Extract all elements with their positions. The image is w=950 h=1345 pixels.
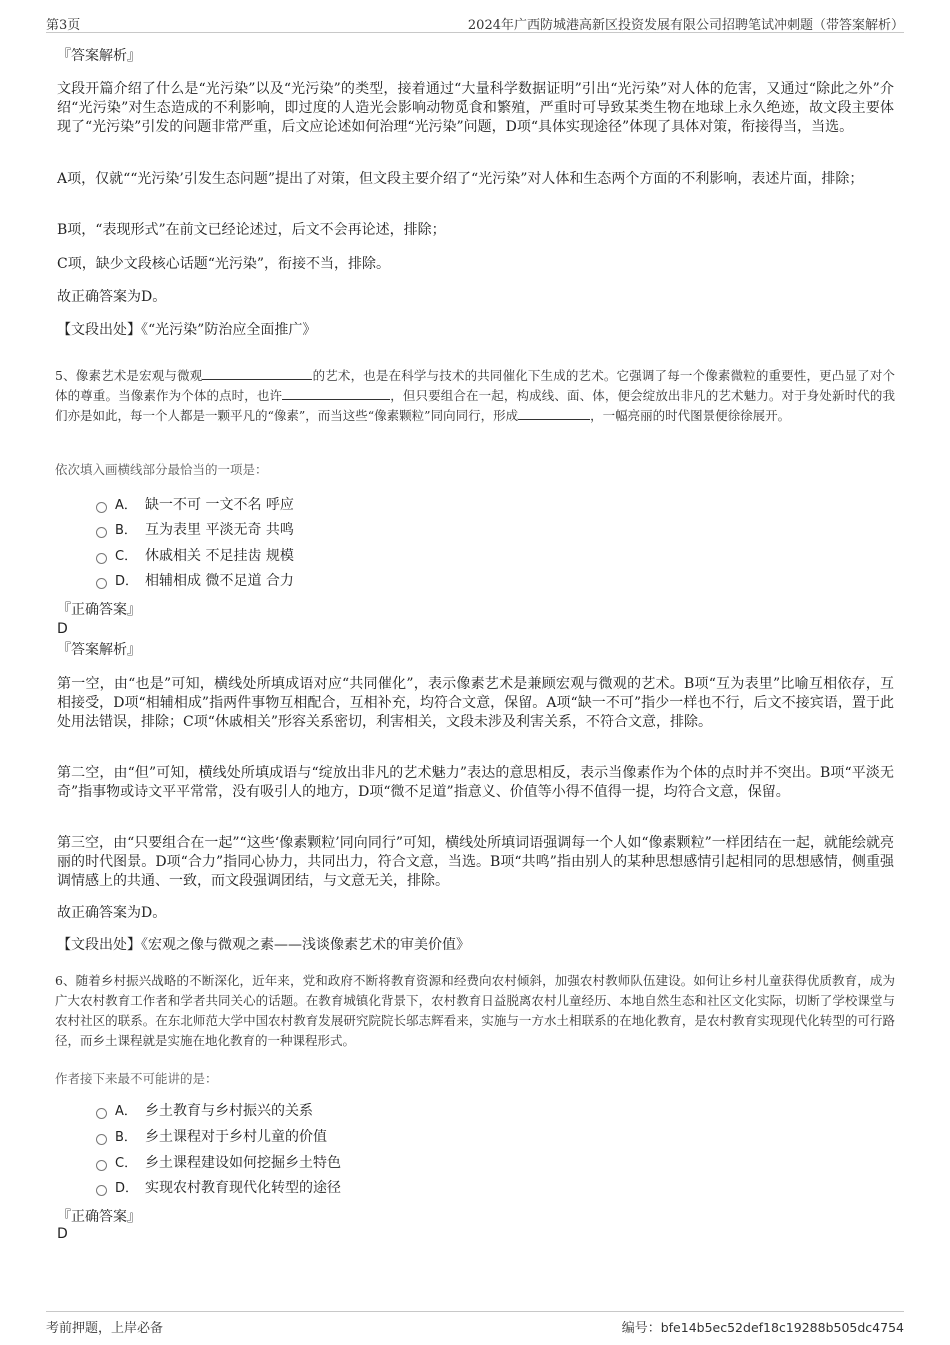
q4-analysis-p3: B项，“表现形式”在前文已经论述过，后文不会再论述，排除； xyxy=(57,222,446,238)
q5-analysis-p1: 第一空，由“也是”可知，横线处所填成语对应“共同催化”，表示像素艺术是兼顾宏观与微观的艺术。B项“互为表里”比喻互相依存，互相接受，D项“相辅相成”指两件事物互相配合，互相补充，均符合文意，保留。A项“缺一不可”指少一样也不行，后文不接宾语，置于此处用法错误，排除；C项“休戚相关”形容关系密切，利害相关，文段未涉及利害关系，不符合文意，排除。 xyxy=(57,676,894,730)
q6-option-b[interactable]: B． 乡土课程对于乡村儿童的价值 xyxy=(96,1127,327,1147)
q5-analysis-conclusion: 故正确答案为D。 xyxy=(57,905,167,921)
radio-icon[interactable] xyxy=(96,502,107,513)
q4-source: 【文段出处】《“光污染”防治应全面推广》 xyxy=(57,322,317,338)
q6-option-a[interactable]: A． 乡土教育与乡村振兴的关系 xyxy=(96,1101,313,1121)
footer-slogan: 考前押题，上岸必备 xyxy=(46,1321,164,1336)
q5-correct-title: 『正确答案』 xyxy=(57,602,141,618)
page-header xyxy=(46,12,904,33)
q5-correct-answer: D xyxy=(57,621,68,637)
q5-option-c[interactable]: C． 休戚相关 不足挂齿 规模 xyxy=(96,546,294,566)
q5-question: 依次填入画横线部分最恰当的一项是： xyxy=(55,462,268,477)
q4-analysis-p1: 文段开篇介绍了什么是“光污染”以及“光污染”的类型，接着通过“大量科学数据证明”引出“光污染”对人体的危害，又通过“除此之外”介绍“光污染”对生态造成的不利影响，即过度的人造光会影响动物觅食和繁殖，严重时可导致某类生物在地球上永久绝迹，故文段主要体现了“光污染”引发的问题非常严重，后文应论述如何治理“光污染”问题，D项“具体实现途径”体现了具体对策，衔接得当，当选。 xyxy=(57,81,894,135)
page-number: 第3页 xyxy=(46,18,81,33)
q6-correct-title: 『正确答案』 xyxy=(57,1209,141,1225)
q4-analysis-conclusion: 故正确答案为D。 xyxy=(57,289,167,305)
q4-analysis-title: 『答案解析』 xyxy=(57,48,141,64)
radio-icon[interactable] xyxy=(96,1185,107,1196)
radio-icon[interactable] xyxy=(96,578,107,589)
q6-correct-answer: D xyxy=(57,1226,68,1242)
q5-blank-3 xyxy=(518,406,590,420)
q5-analysis-p2: 第二空，由“但”可知，横线处所填成语与“绽放出非凡的艺术魅力”表达的意思相反，表示当像素作为个体的点时并不突出。B项“平淡无奇”指事物或诗文平平常常，没有吸引人的地方，D项“微不足道”指意义、价值等小得不值得一提，均符合文意，保留。 xyxy=(57,765,894,800)
q5-stem: 5、像素艺术是宏观与微观 的艺术，也是在科学与技术的共同催化下生成的艺术。它强调了每一个像素微粒的重要性，更凸显了对个体的尊重。当像素作为个体的点时，也许 ，但只要组合在一起，构成线、面、体，便会绽放出非凡的艺术魅力。对于身处新时代的我们亦是如此，每一个人都是一颗平凡的“像素”，而当这些“像素颗粒”同向同行，形成 ，一幅亮丽的时代图景便徐徐展开。 xyxy=(55,368,895,423)
radio-icon[interactable] xyxy=(96,1160,107,1171)
q5-blank-1 xyxy=(202,366,312,380)
q5-option-b[interactable]: B． 互为表里 平淡无奇 共鸣 xyxy=(96,520,294,540)
q5-analysis-title: 『答案解析』 xyxy=(57,642,141,658)
radio-icon[interactable] xyxy=(96,553,107,564)
radio-icon[interactable] xyxy=(96,1108,107,1119)
q5-analysis-p3: 第三空，由“只要组合在一起”“这些‘像素颗粒’同向同行”可知，横线处所填词语强调每一个人如“像素颗粒”一样团结在一起，就能绘就亮丽的时代图景。D项“合力”指同心协力，共同出力，符合文意，当选。B项“共鸣”指由别人的某种思想感情引起相同的思想感情，侧重强调情感上的共通、一致，而文段强调团结，与文意无关，排除。 xyxy=(57,835,894,889)
q5-source: 【文段出处】《宏观之像与微观之素——浅谈像素艺术的审美价值》 xyxy=(57,937,470,953)
document-code: 编号：bfe14b5ec52def18c19288b505dc4754 xyxy=(621,1320,904,1336)
radio-icon[interactable] xyxy=(96,1134,107,1145)
q5-option-d[interactable]: D． 相辅相成 微不足道 合力 xyxy=(96,571,294,591)
q6-option-c[interactable]: C． 乡土课程建设如何挖掘乡土特色 xyxy=(96,1153,341,1173)
page-footer xyxy=(46,1311,904,1336)
document-title: 2024年广西防城港高新区投资发展有限公司招聘笔试冲刺题（带答案解析） xyxy=(467,18,904,33)
q6-option-d[interactable]: D． 实现农村教育现代化转型的途径 xyxy=(96,1178,341,1198)
radio-icon[interactable] xyxy=(96,527,107,538)
q5-blank-2 xyxy=(282,386,390,400)
q6-question: 作者接下来最不可能讲的是： xyxy=(55,1071,218,1086)
q6-stem: 6、随着乡村振兴战略的不断深化，近年来，党和政府不断将教育资源和经费向农村倾斜，加强农村教师队伍建设。如何让乡村儿童获得优质教育，成为广大农村教育工作者和学者共同关心的话题。在教育城镇化背景下，农村教育日益脱离农村儿童经历、本地自然生态和社区文化实际，切断了学校课堂与农村社区的联系。在东北师范大学中国农村教育发展研究院院长邬志辉看来，实施与一方水土相联系的在地化教育，是农村教育实现现代化转型的可行路径，而乡土课程就是实施在地化教育的一种课程形式。 xyxy=(55,973,895,1048)
q4-analysis-p4: C项，缺少文段核心话题“光污染”，衔接不当，排除。 xyxy=(57,256,391,272)
q4-analysis-p2: A项，仅就““光污染’引发生态问题”提出了对策，但文段主要介绍了“光污染”对人体和生态两个方面的不利影响，表述片面，排除； xyxy=(57,171,864,187)
q5-option-a[interactable]: A． 缺一不可 一文不名 呼应 xyxy=(96,495,294,515)
